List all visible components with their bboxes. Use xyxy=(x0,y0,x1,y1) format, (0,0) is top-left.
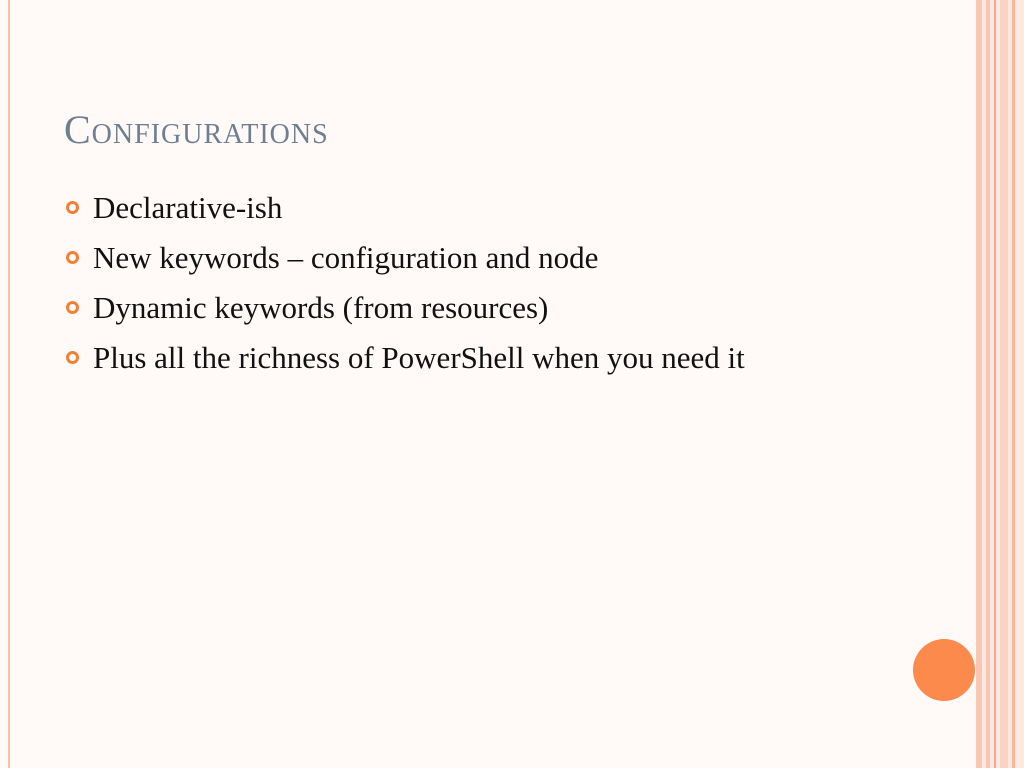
right-stripe xyxy=(1000,0,1008,768)
bullet-icon xyxy=(66,351,79,364)
bullet-item xyxy=(64,288,844,327)
left-accent-line xyxy=(8,0,10,768)
right-stripe xyxy=(1012,0,1015,768)
right-stripe xyxy=(976,0,982,768)
orange-circle-decoration xyxy=(913,639,975,701)
right-stripe xyxy=(994,0,996,768)
bullet-icon xyxy=(66,201,79,214)
bullet-text: Dynamic keywords (from resources) xyxy=(93,290,549,325)
bullet-icon xyxy=(66,251,79,264)
slide-title: Configurations xyxy=(64,107,329,152)
bullet-text: New keywords – configuration and node xyxy=(93,240,599,275)
bullet-item xyxy=(64,338,844,377)
bullet-text: Plus all the richness of PowerShell when you need it xyxy=(93,340,745,375)
right-stripe xyxy=(986,0,990,768)
bullet-item xyxy=(64,238,844,277)
bullet-text: Declarative-ish xyxy=(93,190,283,225)
bullet-list xyxy=(64,188,844,388)
bullet-icon xyxy=(66,301,79,314)
bullet-item xyxy=(64,188,844,227)
